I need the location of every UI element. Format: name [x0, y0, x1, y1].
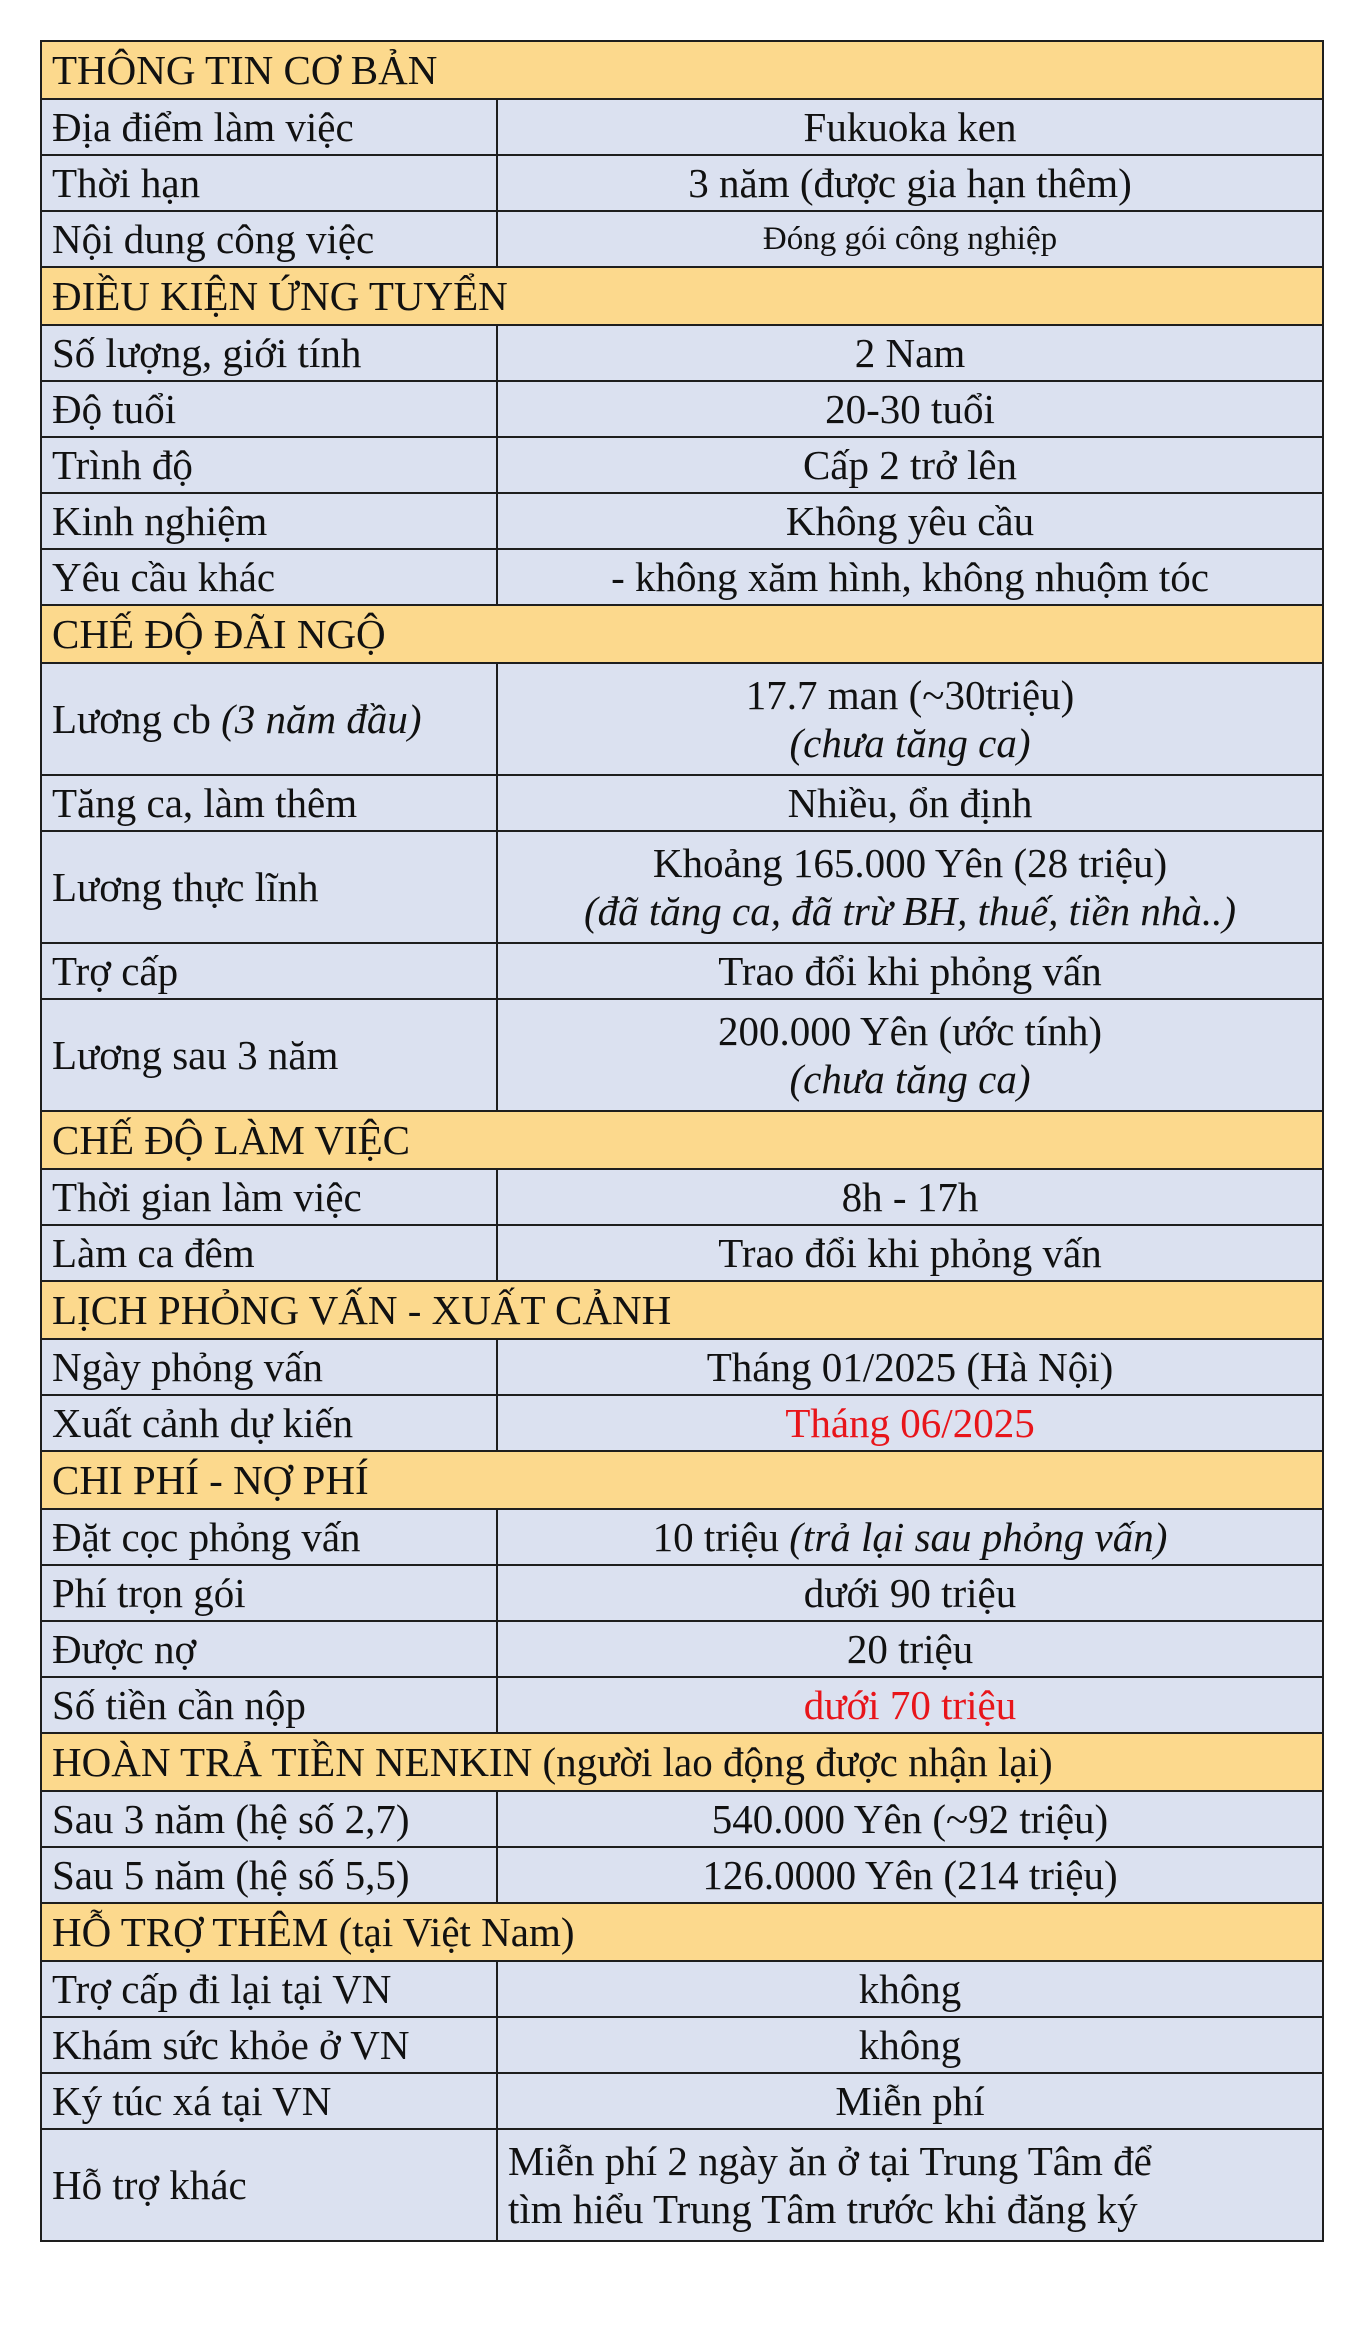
- row-label: Hỗ trợ khác: [41, 2129, 497, 2241]
- info-table: [40, 40, 1324, 2242]
- row-label: Ngày phỏng vấn: [41, 1339, 497, 1395]
- row-value-main: 10 triệu: [652, 1514, 780, 1560]
- row-value-line2: tìm hiểu Trung Tâm trước khi đăng ký: [508, 2186, 1138, 2232]
- row-value: [497, 663, 1323, 775]
- table-row: [41, 2017, 1323, 2073]
- section-title: CHẾ ĐỘ LÀM VIỆC: [41, 1111, 1323, 1169]
- table-row: [41, 1225, 1323, 1281]
- row-label: Xuất cảnh dự kiến: [41, 1395, 497, 1451]
- row-label: Trình độ: [41, 437, 497, 493]
- section-header: [41, 1451, 1323, 1509]
- row-value-main: Miễn phí 2 ngày ăn ở tại Trung Tâm để: [508, 2138, 1152, 2184]
- table-row: [41, 1565, 1323, 1621]
- row-label: Phí trọn gói: [41, 1565, 497, 1621]
- table-row: [41, 663, 1323, 775]
- row-value: - không xăm hình, không nhuộm tóc: [497, 549, 1323, 605]
- row-value: không: [497, 1961, 1323, 2017]
- table-row: [41, 999, 1323, 1111]
- row-value-main: 17.7 man (~30triệu): [745, 672, 1075, 718]
- section-title: LỊCH PHỎNG VẤN - XUẤT CẢNH: [41, 1281, 1323, 1339]
- row-label: Trợ cấp đi lại tại VN: [41, 1961, 497, 2017]
- row-value-main: 200.000 Yên (ước tính): [718, 1008, 1102, 1054]
- row-label: Thời hạn: [41, 155, 497, 211]
- table-row: [41, 437, 1323, 493]
- row-value-note: (trả lại sau phỏng vấn): [789, 1514, 1168, 1560]
- row-value: không: [497, 2017, 1323, 2073]
- row-label: Được nợ: [41, 1621, 497, 1677]
- row-value: Tháng 01/2025 (Hà Nội): [497, 1339, 1323, 1395]
- row-label-text: Lương cb: [52, 696, 211, 742]
- section-title: CHẾ ĐỘ ĐÃI NGỘ: [41, 605, 1323, 663]
- table-row: [41, 1847, 1323, 1903]
- table-row: [41, 1961, 1323, 2017]
- section-header: [41, 605, 1323, 663]
- table-row: [41, 943, 1323, 999]
- row-value-highlight: Tháng 06/2025: [497, 1395, 1323, 1451]
- row-value: 8h - 17h: [497, 1169, 1323, 1225]
- row-label: Kinh nghiệm: [41, 493, 497, 549]
- row-label: Lương thực lĩnh: [41, 831, 497, 943]
- table-row: [41, 211, 1323, 267]
- row-value: 126.0000 Yên (214 triệu): [497, 1847, 1323, 1903]
- section-title: HỖ TRỢ THÊM (tại Việt Nam): [41, 1903, 1323, 1961]
- table-row: [41, 493, 1323, 549]
- row-value-note: (đã tăng ca, đã trừ BH, thuế, tiền nhà..): [583, 888, 1237, 934]
- row-label: Số lượng, giới tính: [41, 325, 497, 381]
- table-row: [41, 1339, 1323, 1395]
- row-value-main: Khoảng 165.000 Yên (28 triệu): [652, 840, 1168, 886]
- row-value: Không yêu cầu: [497, 493, 1323, 549]
- table-row: [41, 549, 1323, 605]
- table-row: [41, 2129, 1323, 2241]
- section-header: [41, 267, 1323, 325]
- row-label: Lương sau 3 năm: [41, 999, 497, 1111]
- row-label: Số tiền cần nộp: [41, 1677, 497, 1733]
- row-label: Thời gian làm việc: [41, 1169, 497, 1225]
- row-value: Fukuoka ken: [497, 99, 1323, 155]
- table-row: [41, 1677, 1323, 1733]
- section-title: THÔNG TIN CƠ BẢN: [41, 41, 1323, 99]
- row-value: 2 Nam: [497, 325, 1323, 381]
- section-header: [41, 41, 1323, 99]
- row-value: 20-30 tuổi: [497, 381, 1323, 437]
- row-value: [497, 1509, 1323, 1565]
- table-row: [41, 1395, 1323, 1451]
- table-row: [41, 99, 1323, 155]
- row-value: [497, 2129, 1323, 2241]
- table-row: [41, 831, 1323, 943]
- section-header: [41, 1733, 1323, 1791]
- row-label: Địa điểm làm việc: [41, 99, 497, 155]
- row-value: 20 triệu: [497, 1621, 1323, 1677]
- section-header: [41, 1903, 1323, 1961]
- row-label: Trợ cấp: [41, 943, 497, 999]
- row-value: Trao đổi khi phỏng vấn: [497, 1225, 1323, 1281]
- row-value: 540.000 Yên (~92 triệu): [497, 1791, 1323, 1847]
- section-title: CHI PHÍ - NỢ PHÍ: [41, 1451, 1323, 1509]
- row-value: [497, 999, 1323, 1111]
- table-row: [41, 2073, 1323, 2129]
- table-row: [41, 381, 1323, 437]
- row-label: Nội dung công việc: [41, 211, 497, 267]
- row-label: [41, 663, 497, 775]
- section-header: [41, 1281, 1323, 1339]
- row-label: Độ tuổi: [41, 381, 497, 437]
- table-row: [41, 1791, 1323, 1847]
- row-value: dưới 90 triệu: [497, 1565, 1323, 1621]
- row-label: Đặt cọc phỏng vấn: [41, 1509, 497, 1565]
- row-value-highlight: dưới 70 triệu: [497, 1677, 1323, 1733]
- section-header: [41, 1111, 1323, 1169]
- table-row: [41, 325, 1323, 381]
- row-label-note: (3 năm đầu): [221, 696, 422, 742]
- row-label: Tăng ca, làm thêm: [41, 775, 497, 831]
- row-label: Sau 3 năm (hệ số 2,7): [41, 1791, 497, 1847]
- table-row: [41, 1509, 1323, 1565]
- row-label: Sau 5 năm (hệ số 5,5): [41, 1847, 497, 1903]
- section-title: HOÀN TRẢ TIỀN NENKIN (người lao động được nhận lại): [41, 1733, 1323, 1791]
- row-label: Ký túc xá tại VN: [41, 2073, 497, 2129]
- row-value: Đóng gói công nghiệp: [497, 211, 1323, 267]
- table-row: [41, 1169, 1323, 1225]
- row-value: 3 năm (được gia hạn thêm): [497, 155, 1323, 211]
- row-value: Miễn phí: [497, 2073, 1323, 2129]
- table-row: [41, 1621, 1323, 1677]
- row-value-note: (chưa tăng ca): [789, 720, 1031, 766]
- row-value: Nhiều, ổn định: [497, 775, 1323, 831]
- row-value: [497, 831, 1323, 943]
- row-label: Khám sức khỏe ở VN: [41, 2017, 497, 2073]
- table-row: [41, 775, 1323, 831]
- table-row: [41, 155, 1323, 211]
- row-value-note: (chưa tăng ca): [789, 1056, 1031, 1102]
- row-label: Yêu cầu khác: [41, 549, 497, 605]
- section-title: ĐIỀU KIỆN ỨNG TUYỂN: [41, 267, 1323, 325]
- row-label: Làm ca đêm: [41, 1225, 497, 1281]
- info-sheet: [40, 40, 1322, 2242]
- row-value: Cấp 2 trở lên: [497, 437, 1323, 493]
- row-value: Trao đổi khi phỏng vấn: [497, 943, 1323, 999]
